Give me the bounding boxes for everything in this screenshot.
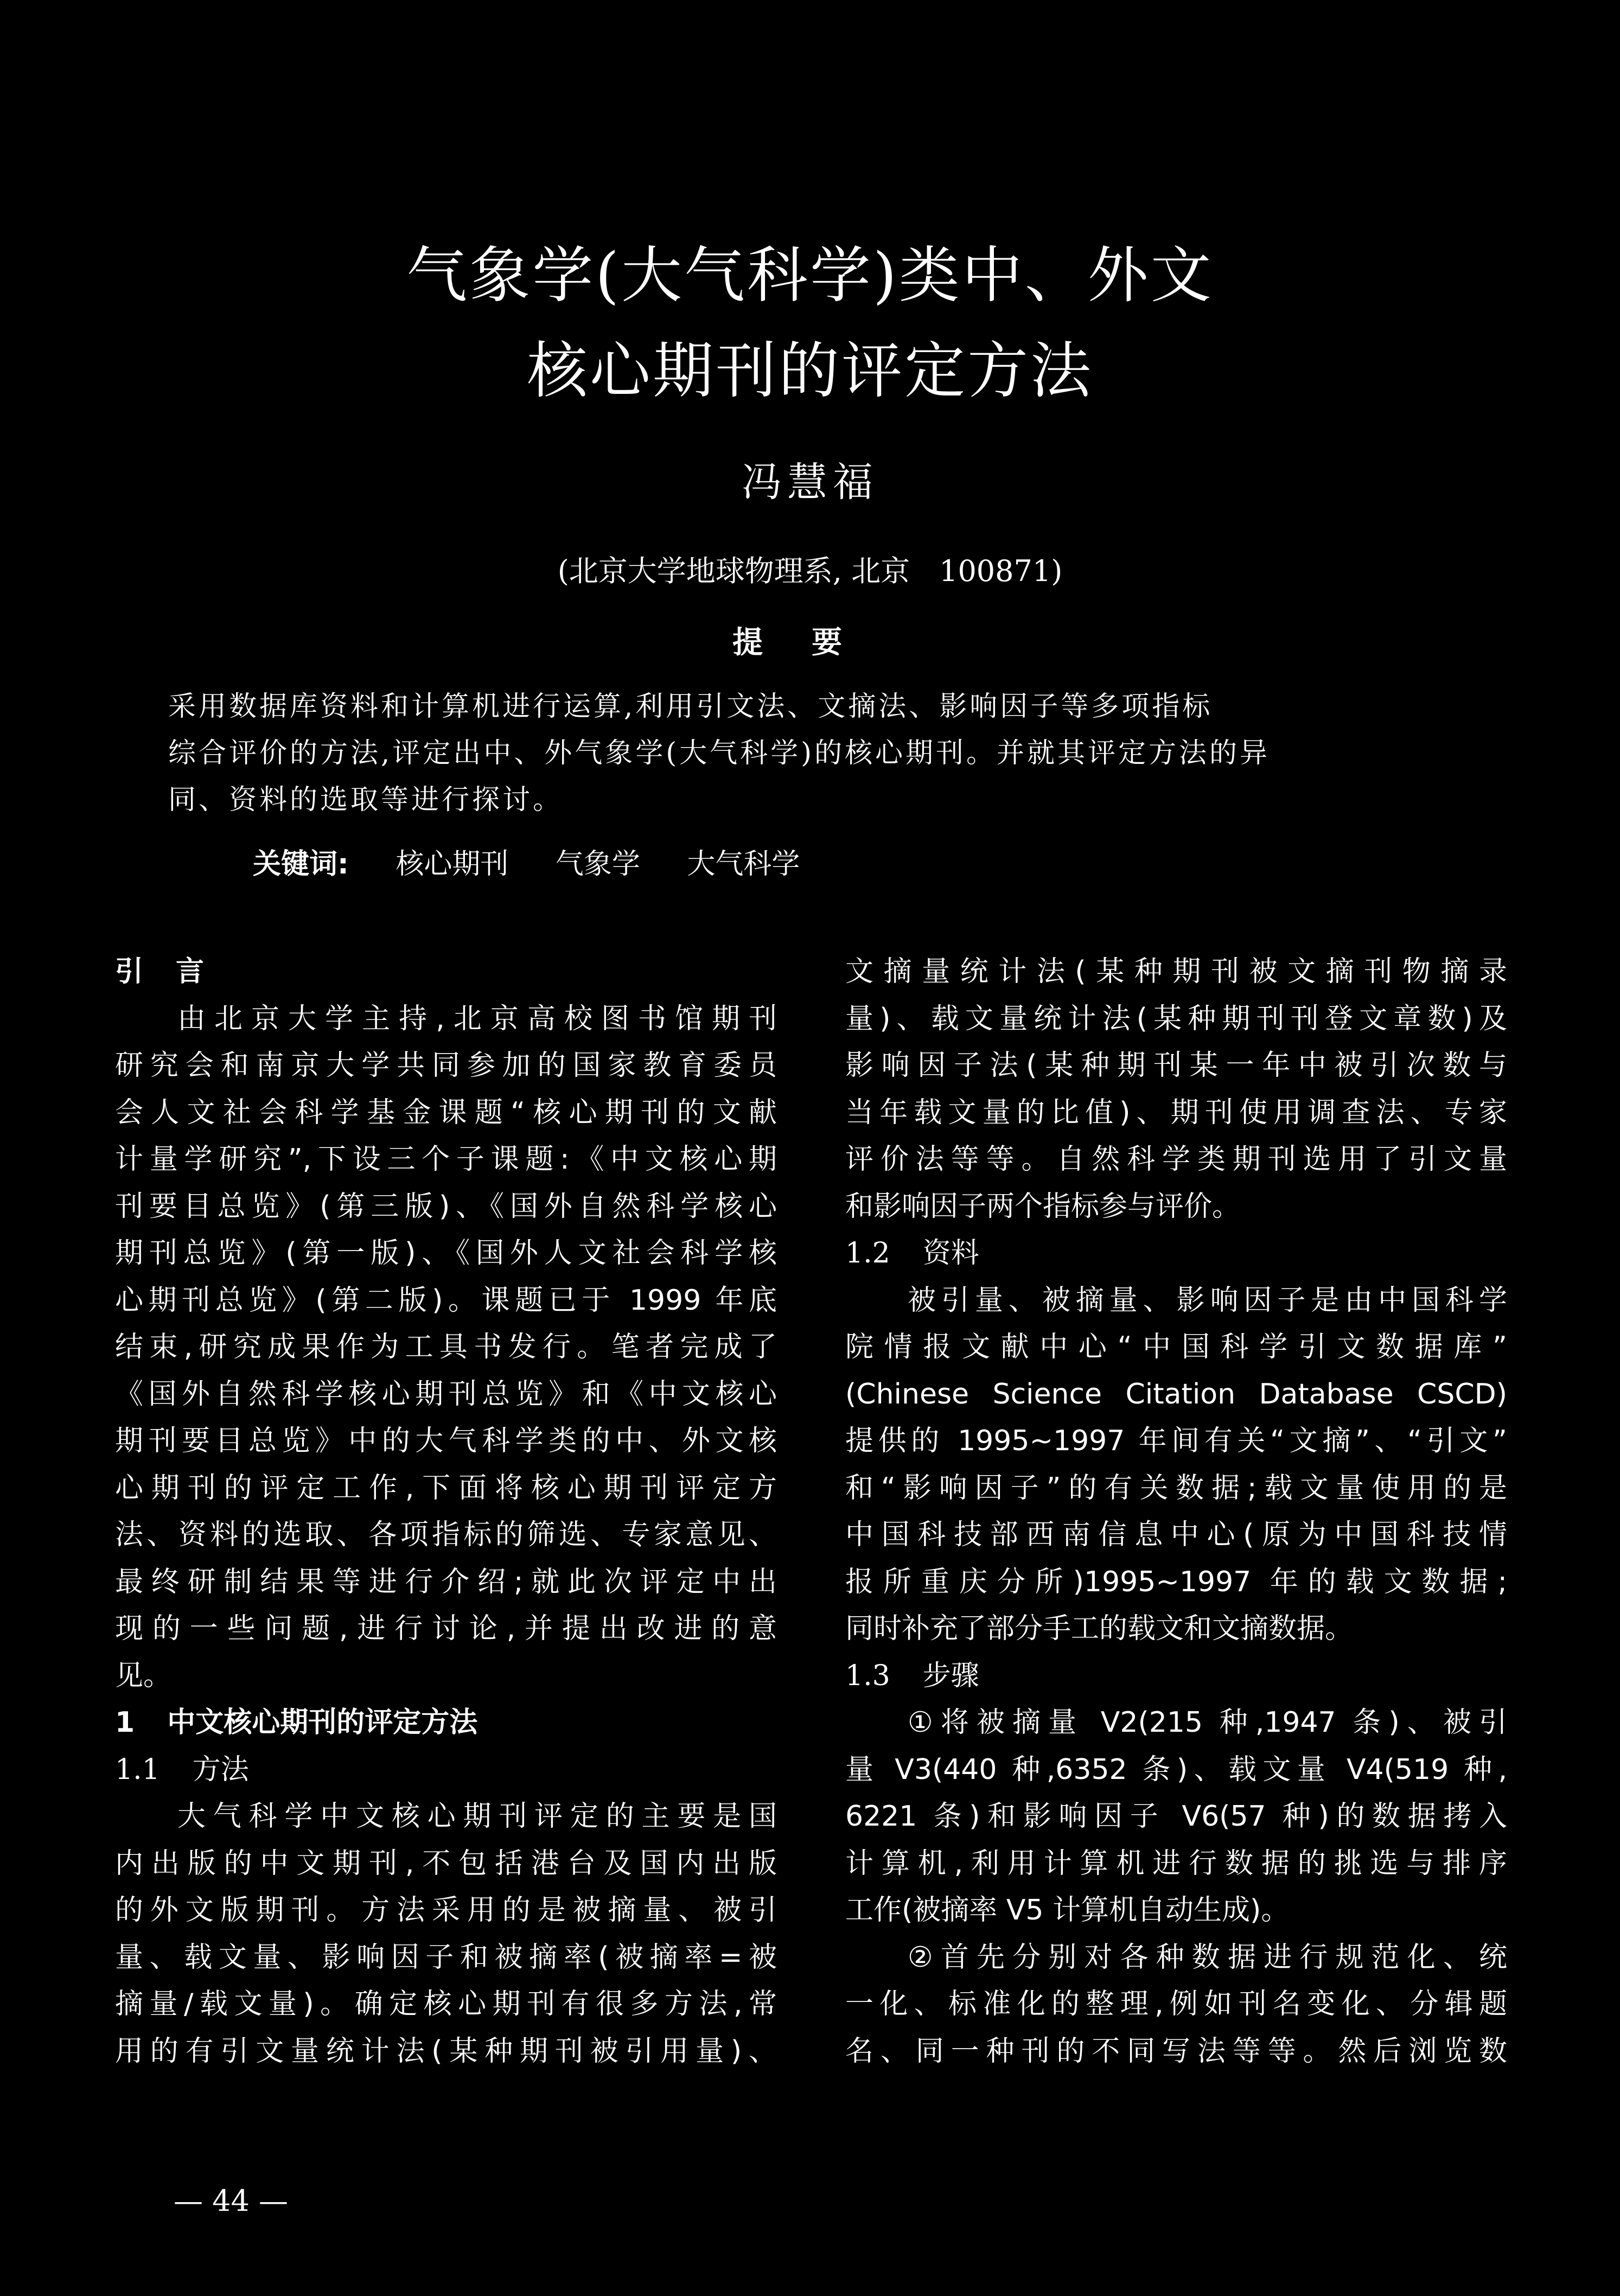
body-text-line: 的外文版期刊。方法采用的是被摘量、被引 xyxy=(115,1894,777,1927)
abstract-heading: 提要 xyxy=(732,625,891,660)
body-text-line: 结束,研究成果作为工具书发行。笔者完成了 xyxy=(115,1331,777,1363)
body-text-line: 和“影响因子”的有关数据;载文量使用的是 xyxy=(845,1471,1507,1504)
section-heading xyxy=(115,948,777,996)
subsection-heading xyxy=(845,1653,1507,1700)
title-line-2: 核心期刊的评定方法 xyxy=(527,336,1093,406)
body-text-line: 文摘量统计法(某种期刊被文摘刊物摘录 xyxy=(845,955,1507,988)
abstract-line: 采用数据库资料和计算机进行运算,利用引文法、文摘法、影响因子等多项指标 xyxy=(168,691,1213,723)
keywords xyxy=(253,841,800,882)
keyword-item: 核心期刊 xyxy=(396,848,509,881)
body-text-line: 计量学研究”,下设三个子课题:《中文核心期 xyxy=(115,1143,777,1176)
author-affiliation: (北京大学地球物理系, 北京 100871) xyxy=(557,554,1063,588)
keyword-item: 气象学 xyxy=(555,848,640,881)
keywords-label: 关键词: xyxy=(253,848,349,881)
heading-number: 引 xyxy=(115,955,144,988)
body-text-line: ②首先分别对各种数据进行规范化、统 xyxy=(908,1941,1507,1974)
body-text-line: 法、资料的选取、各项指标的筛选、专家意见、 xyxy=(115,1519,777,1551)
body-text-line: 期刊总览》(第一版)、《国外人文社会科学核 xyxy=(115,1237,777,1270)
heading-text: 步骤 xyxy=(922,1659,979,1692)
body-text-line: 现的一些问题,进行讨论,并提出改进的意 xyxy=(115,1612,777,1645)
keyword-item: 大气科学 xyxy=(687,848,800,881)
body-text-line: 量、载文量、影响因子和被摘率(被摘率=被 xyxy=(115,1941,777,1974)
body-text-line: 大气科学中文核心期刊评定的主要是国 xyxy=(177,1800,777,1833)
body-text-line: 工作(被摘率 V5 计算机自动生成)。 xyxy=(845,1894,1290,1927)
body-text-line: 《国外自然科学核心期刊总览》和《中文核心 xyxy=(115,1377,777,1411)
body-text-line: 评价法等等。自然科学类期刊选用了引文量 xyxy=(845,1143,1507,1176)
body-text-line: 报所重庆分所)1995~1997 年的载文数据; xyxy=(845,1565,1507,1598)
body-text-line: 和影响因子两个指标参与评价。 xyxy=(845,1190,1241,1223)
subsection-heading xyxy=(115,1746,777,1794)
body-text-line: 用的有引文量统计法(某种期刊被引用量)、 xyxy=(115,2034,777,2068)
body-text-line: (Chinese Science Citation Database CSCD) xyxy=(845,1377,1507,1411)
subsection-heading xyxy=(845,1230,1507,1277)
body-text-line: 量)、载文量统计法(某种期刊刊登文章数)及 xyxy=(845,1002,1507,1035)
heading-text: 方法 xyxy=(192,1753,249,1786)
abstract-line: 同、资料的选取等进行探讨。 xyxy=(168,784,564,816)
body-text-line: 中国科技部西南信息中心(原为中国科技情 xyxy=(845,1519,1507,1551)
body-text-line: 最终研制结果等进行介绍;就此次评定中出 xyxy=(115,1565,777,1598)
page-number: — 44 — xyxy=(174,2184,289,2218)
heading-number: 1 xyxy=(115,1706,135,1739)
body-text-line: 名、同一种刊的不同写法等等。然后浏览数 xyxy=(845,2034,1507,2068)
body-text-line: 由北京大学主持,北京高校图书馆期刊 xyxy=(177,1002,777,1035)
body-text-line: 见。 xyxy=(115,1659,172,1692)
body-text-line: 内出版的中文期刊,不包括港台及国内出版 xyxy=(115,1847,777,1880)
heading-text: 中文核心期刊的评定方法 xyxy=(167,1706,478,1739)
body-column-left xyxy=(115,948,777,2075)
body-text-line: ①将被摘量 V2(215 种,1947 条)、被引 xyxy=(908,1706,1507,1739)
title-line-1: 气象学(大气科学)类中、外文 xyxy=(406,240,1214,311)
author-name: 冯慧福 xyxy=(742,459,878,506)
heading-number: 1.2 xyxy=(845,1237,890,1270)
body-text-line: 刊要目总览》(第三版)、《国外自然科学核心 xyxy=(115,1190,777,1223)
section-heading xyxy=(115,1699,777,1746)
abstract-body xyxy=(168,684,1449,824)
body-text-line: 提供的 1995~1997 年间有关“文摘”、“引文” xyxy=(845,1425,1507,1457)
paper-title xyxy=(0,228,1620,419)
body-text-line: 一化、标准化的整理,例如刊名变化、分辑题 xyxy=(845,1988,1507,2020)
body-text-line: 计算机,利用计算机进行数据的挑选与排序 xyxy=(845,1847,1507,1880)
heading-text: 言 xyxy=(176,955,205,988)
body-text-line: 同时补充了部分手工的载文和文摘数据。 xyxy=(845,1612,1354,1645)
body-text-line: 被引量、被摘量、影响因子是由中国科学 xyxy=(908,1284,1507,1317)
body-text-line: 6221 条)和影响因子 V6(57 种)的数据拷入 xyxy=(845,1800,1507,1833)
body-text-line: 摘量/载文量)。确定核心期刊有很多方法,常 xyxy=(115,1988,777,2020)
body-text-line: 当年载文量的比值)、期刊使用调查法、专家 xyxy=(845,1096,1507,1129)
body-text-line: 心期刊总览》(第二版)。课题已于 1999 年底 xyxy=(115,1284,777,1317)
abstract-line: 综合评价的方法,评定出中、外气象学(大气科学)的核心期刊。并就其评定方法的异 xyxy=(168,737,1271,769)
body-text-line: 会人文社会科学基金课题“核心期刊的文献 xyxy=(115,1096,777,1129)
body-text-line: 院情报文献中心“中国科学引文数据库” xyxy=(845,1331,1507,1363)
body-text-line: 量 V3(440 种,6352 条)、载文量 V4(519 种, xyxy=(845,1753,1507,1786)
body-text-line: 心期刊的评定工作,下面将核心期刊评定方 xyxy=(115,1471,777,1504)
heading-number: 1.3 xyxy=(845,1659,890,1692)
body-text-line: 研究会和南京大学共同参加的国家教育委员 xyxy=(115,1049,777,1082)
body-text-line: 期刊要目总览》中的大气科学类的中、外文核 xyxy=(115,1425,777,1457)
heading-number: 1.1 xyxy=(115,1753,160,1786)
body-column-right xyxy=(845,948,1507,2075)
heading-text: 资料 xyxy=(922,1237,979,1270)
body-text-line: 影响因子法(某种期刊某一年中被引次数与 xyxy=(845,1049,1507,1082)
